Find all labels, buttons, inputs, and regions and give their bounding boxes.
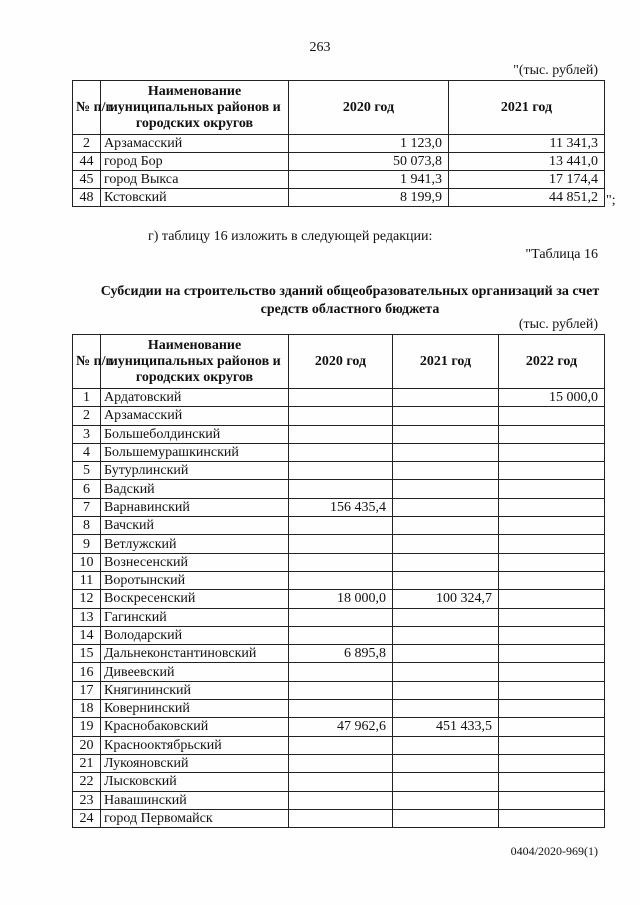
table-row [73,681,605,699]
table-row [73,153,605,171]
value-2021 [393,681,499,699]
row-number: 45 [73,171,101,189]
value-2021 [393,389,499,407]
district-name: Большеболдинский [101,425,289,443]
row-number: 23 [73,791,101,809]
row-number: 15 [73,645,101,663]
value-2021 [393,754,499,772]
table-title: Субсидии на строительство зданий общеобразовательных организаций за счет средств областного бюджета [100,284,600,317]
instruction-text: г) таблицу 16 изложить в следующей редакции: [148,229,433,244]
value-2020 [289,626,393,644]
value-2020 [289,443,393,461]
district-name: Ардатовский [101,389,289,407]
value-2020: 1 123,0 [289,135,449,153]
value-2021 [393,443,499,461]
value-2020 [289,535,393,553]
value-2021: 17 174,4 [449,171,605,189]
value-2020 [289,608,393,626]
value-2020: 18 000,0 [289,590,393,608]
table-row [73,718,605,736]
value-2020: 8 199,9 [289,189,449,207]
row-number: 20 [73,736,101,754]
header-2021: 2021 год [393,335,499,389]
table-row [73,407,605,425]
value-2020 [289,425,393,443]
row-number: 6 [73,480,101,498]
row-number: 16 [73,663,101,681]
district-name: Варнавинский [101,498,289,516]
row-number: 9 [73,535,101,553]
district-name: город Выкса [101,171,289,189]
value-2022 [499,462,605,480]
row-number: 22 [73,773,101,791]
table-row [73,645,605,663]
amendment-table [72,80,605,207]
district-name: Бутурлинский [101,462,289,480]
row-number: 48 [73,189,101,207]
value-2022 [499,480,605,498]
row-number: 24 [73,809,101,827]
district-name: город Первомайск [101,809,289,827]
value-2022 [499,718,605,736]
district-name: Ковернинский [101,700,289,718]
value-2020: 156 435,4 [289,498,393,516]
value-2022 [499,754,605,772]
header-2020: 2020 год [289,81,449,135]
table-row [73,498,605,516]
value-2021 [393,773,499,791]
table-row [73,754,605,772]
row-number: 13 [73,608,101,626]
district-name: Лысковский [101,773,289,791]
table-row [73,189,605,207]
value-2021 [393,517,499,535]
table-row [73,535,605,553]
value-2020 [289,571,393,589]
district-name: город Бор [101,153,289,171]
value-2022 [499,443,605,461]
district-name: Кстовский [101,189,289,207]
value-2021 [393,736,499,754]
row-number: 7 [73,498,101,516]
table-row [73,425,605,443]
district-name: Навашинский [101,791,289,809]
header-name: Наименование муниципальных районов и городских округов [101,81,289,135]
district-name: Лукояновский [101,754,289,772]
row-number: 10 [73,553,101,571]
value-2020 [289,663,393,681]
district-name: Дальнеконстантиновский [101,645,289,663]
header-num: № п/п [73,81,101,135]
value-2021 [393,809,499,827]
value-2021 [393,571,499,589]
value-2020 [289,480,393,498]
row-number: 3 [73,425,101,443]
row-number: 17 [73,681,101,699]
value-2020 [289,754,393,772]
row-number: 1 [73,389,101,407]
value-2021 [393,425,499,443]
row-number: 21 [73,754,101,772]
table-row [73,517,605,535]
district-name: Ветлужский [101,535,289,553]
value-2020 [289,462,393,480]
district-name: Краснооктябрьский [101,736,289,754]
table-row [73,791,605,809]
table-row [73,773,605,791]
district-name: Дивеевский [101,663,289,681]
value-2020: 1 941,3 [289,171,449,189]
table-row [73,571,605,589]
value-2021 [393,626,499,644]
value-2020 [289,700,393,718]
value-2020 [289,407,393,425]
value-2021 [393,553,499,571]
value-2021 [393,663,499,681]
table-row [73,608,605,626]
value-2022 [499,425,605,443]
value-2020 [289,681,393,699]
value-2022 [499,736,605,754]
value-2020 [289,553,393,571]
value-2020 [289,389,393,407]
value-2022 [499,553,605,571]
value-2021 [393,498,499,516]
table-label: "Таблица 16 [525,247,598,262]
value-2022 [499,590,605,608]
district-name: Вознесенский [101,553,289,571]
table-row [73,553,605,571]
value-2022 [499,407,605,425]
value-2021: 44 851,2 [449,189,605,207]
value-2022 [499,791,605,809]
table-row [73,700,605,718]
district-name: Вачский [101,517,289,535]
row-number: 8 [73,517,101,535]
value-2022 [499,535,605,553]
header-2020: 2020 год [289,335,393,389]
value-2021 [393,462,499,480]
row-number: 44 [73,153,101,171]
row-number: 5 [73,462,101,480]
value-2022 [499,773,605,791]
value-2021: 100 324,7 [393,590,499,608]
table-row [73,626,605,644]
value-2021 [393,480,499,498]
district-name: Большемурашкинский [101,443,289,461]
subsidy-table [72,334,605,828]
value-2022 [499,571,605,589]
value-2022 [499,681,605,699]
value-2022 [499,517,605,535]
row-number: 2 [73,407,101,425]
value-2022 [499,663,605,681]
value-2021 [393,535,499,553]
row-number: 4 [73,443,101,461]
value-2021: 451 433,5 [393,718,499,736]
quote-close: "; [606,193,616,208]
value-2022 [499,700,605,718]
document-code: 0404/2020-969(1) [510,844,598,858]
table-row [73,171,605,189]
header-2021: 2021 год [449,81,605,135]
value-2020: 50 073,8 [289,153,449,171]
value-2020: 47 962,6 [289,718,393,736]
value-2020 [289,517,393,535]
value-2022 [499,645,605,663]
value-2020: 6 895,8 [289,645,393,663]
value-2020 [289,809,393,827]
header-num: № п/п [73,335,101,389]
row-number: 2 [73,135,101,153]
value-2022 [499,498,605,516]
value-2020 [289,773,393,791]
table-row [73,663,605,681]
value-2020 [289,736,393,754]
table1-units: "(тыс. рублей) [513,63,598,78]
value-2021: 13 441,0 [449,153,605,171]
table2-units: (тыс. рублей) [518,317,598,332]
table-row [73,389,605,407]
district-name: Княгининский [101,681,289,699]
value-2022 [499,626,605,644]
row-number: 18 [73,700,101,718]
value-2021 [393,407,499,425]
value-2020 [289,791,393,809]
district-name: Краснобаковский [101,718,289,736]
row-number: 12 [73,590,101,608]
value-2021 [393,791,499,809]
table-row [73,135,605,153]
value-2022: 15 000,0 [499,389,605,407]
district-name: Арзамасский [101,135,289,153]
table-row [73,809,605,827]
value-2022 [499,608,605,626]
value-2021 [393,645,499,663]
value-2021 [393,700,499,718]
table-row [73,736,605,754]
table-row [73,462,605,480]
value-2021: 11 341,3 [449,135,605,153]
district-name: Володарский [101,626,289,644]
row-number: 14 [73,626,101,644]
value-2021 [393,608,499,626]
header-name: Наименование муниципальных районов и городских округов [101,335,289,389]
row-number: 19 [73,718,101,736]
district-name: Гагинский [101,608,289,626]
value-2022 [499,809,605,827]
header-2022: 2022 год [499,335,605,389]
district-name: Вадский [101,480,289,498]
table-row [73,443,605,461]
district-name: Воскресенский [101,590,289,608]
district-name: Арзамасский [101,407,289,425]
table-row [73,480,605,498]
district-name: Воротынский [101,571,289,589]
row-number: 11 [73,571,101,589]
table-row [73,590,605,608]
page-number: 263 [309,40,331,55]
